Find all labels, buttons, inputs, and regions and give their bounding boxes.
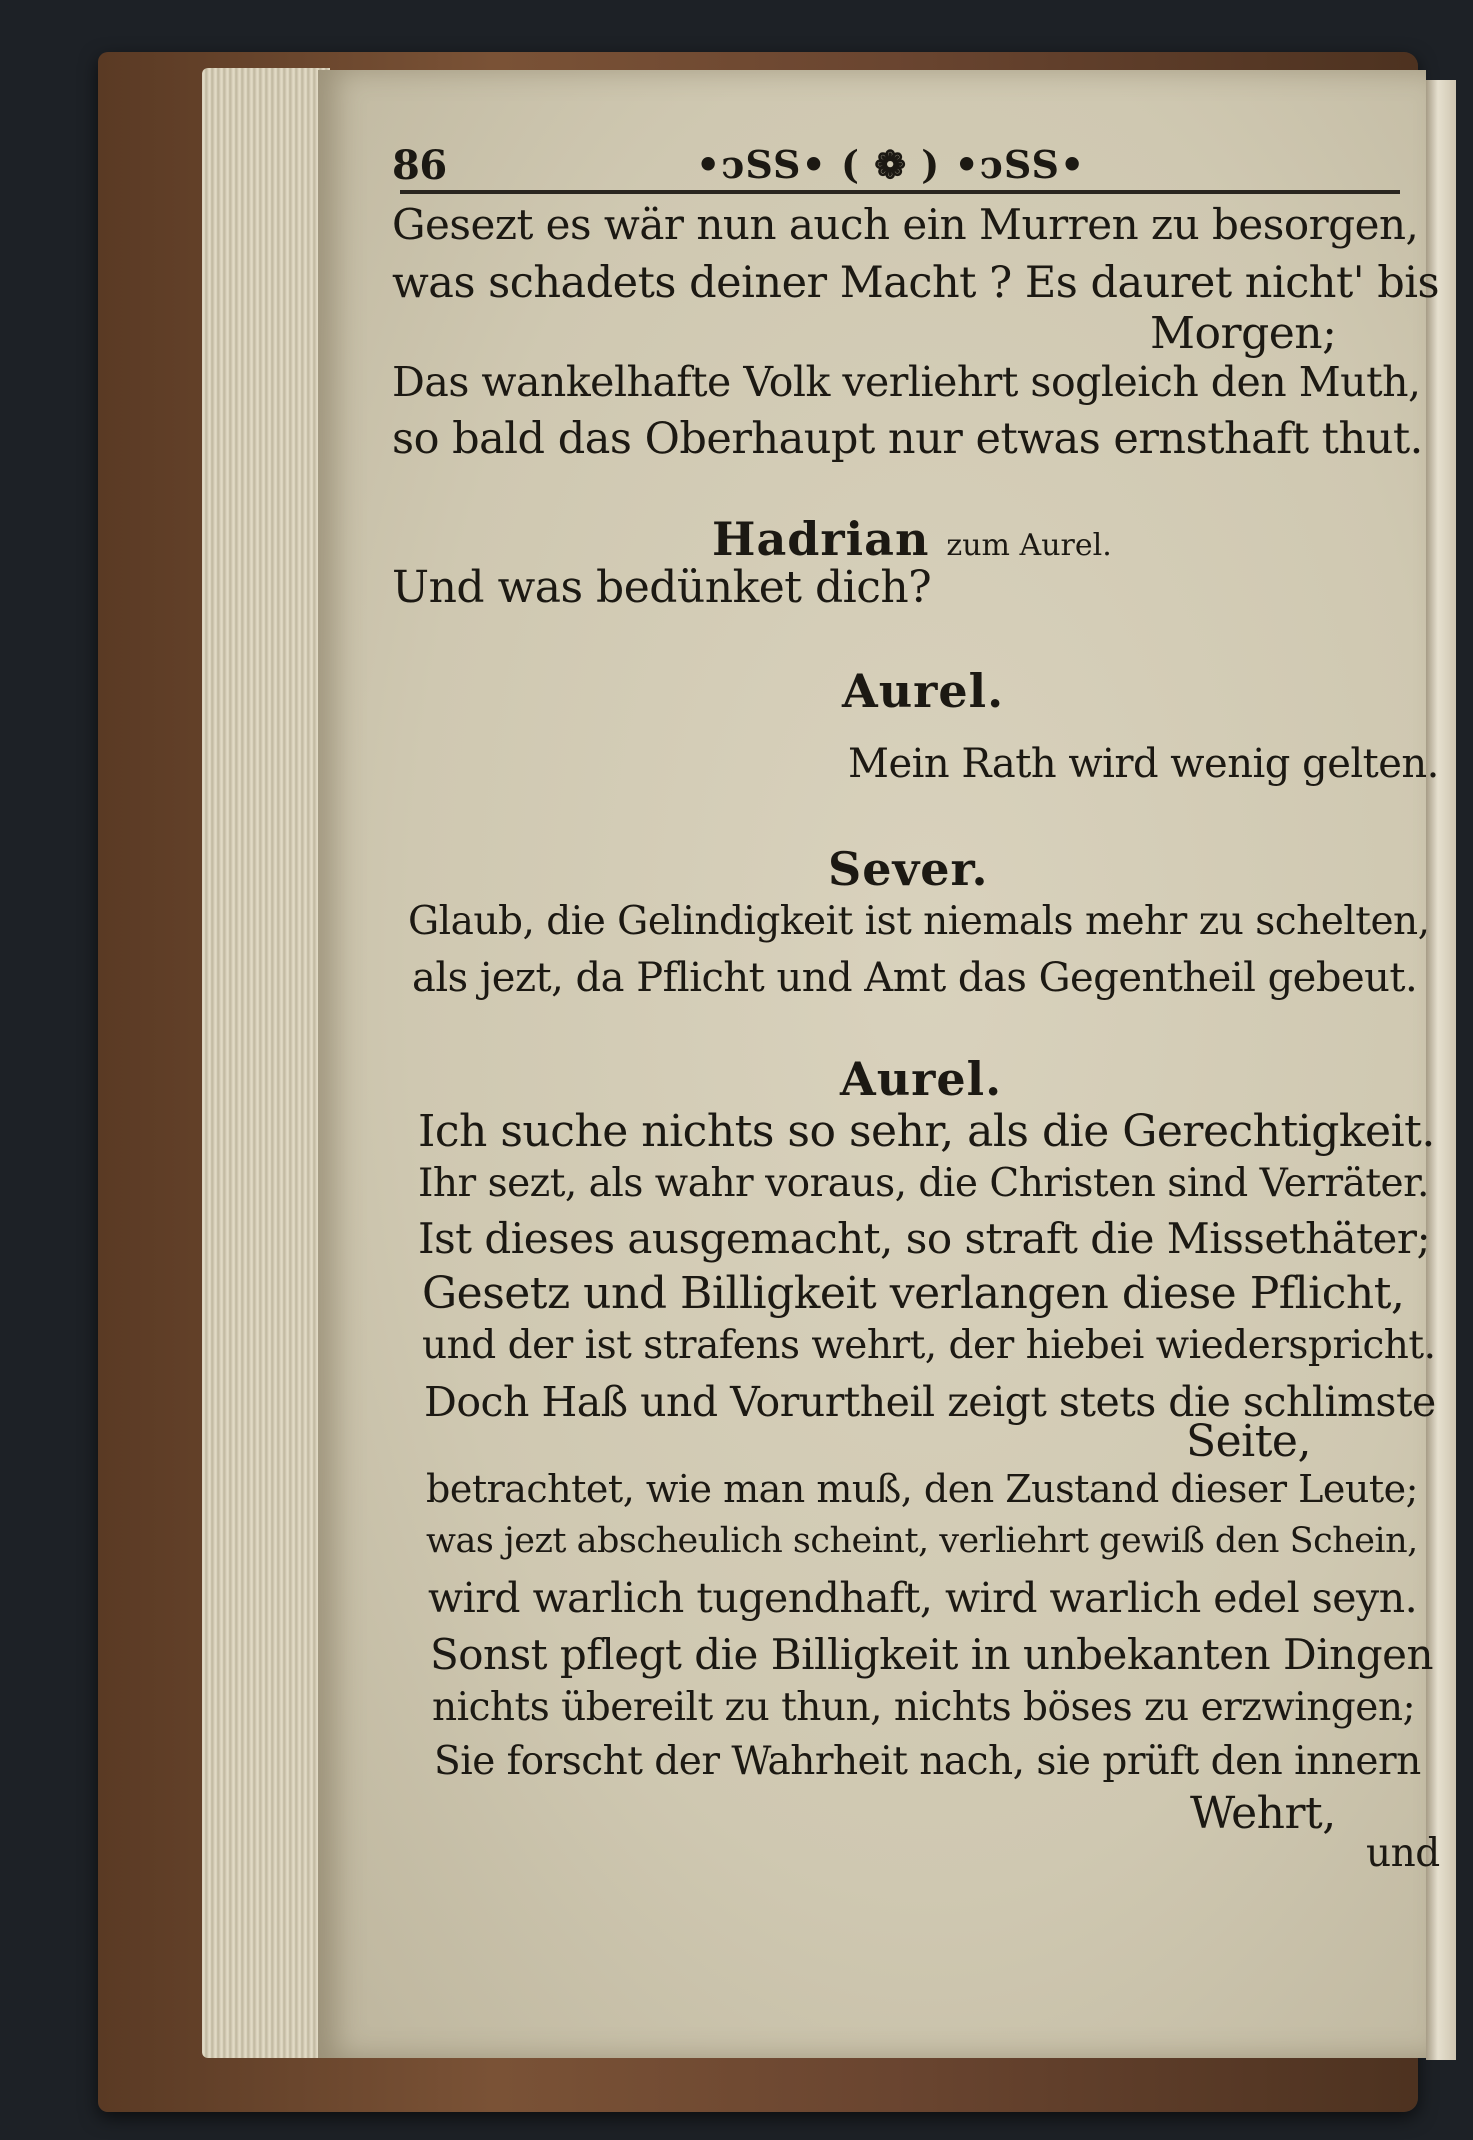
verse-line: Seite, xyxy=(1186,1416,1311,1467)
verse-line: was jezt abscheulich scheint, verliehrt gewiß den Schein, xyxy=(426,1521,1418,1561)
verse-line: Und was bedünket dich? xyxy=(392,562,932,613)
verse-line: nichts übereilt zu thun, nichts böses zu erzwingen; xyxy=(432,1685,1416,1730)
speaker-name: Aurel. xyxy=(842,664,1005,718)
verse-line: Das wankelhafte Volk verliehrt sogleich den Muth, xyxy=(392,358,1421,406)
speaker-name xyxy=(712,512,1112,566)
header-ornament: •ↄSS• ( ❁ ) •ↄSS• xyxy=(696,142,1086,187)
header-rule xyxy=(400,190,1400,194)
catchword: und xyxy=(1366,1831,1440,1876)
verse-line: Gesetz und Billigkeit verlangen diese Pflicht, xyxy=(422,1268,1405,1319)
speaker-name: Aurel. xyxy=(840,1052,1003,1106)
verse-line: Ihr sezt, als wahr voraus, die Christen sind Verräter. xyxy=(418,1161,1429,1206)
verse-line: Wehrt, xyxy=(1190,1788,1336,1839)
verse-line: und der ist strafens wehrt, der hiebei wiederspricht. xyxy=(422,1323,1436,1368)
verse-line: betrachtet, wie man muß, den Zustand dieser Leute; xyxy=(426,1467,1418,1511)
facing-page-edge xyxy=(1426,80,1456,2060)
verse-line: Ist dieses ausgemacht, so straft die Missethäter; xyxy=(418,1214,1431,1263)
verse-line: als jezt, da Pflicht und Amt das Gegentheil gebeut. xyxy=(412,955,1418,1001)
verse-line: Sie forscht der Wahrheit nach, sie prüft den innern xyxy=(434,1739,1421,1784)
verse-line: Sonst pflegt die Billigkeit in unbekanten Dingen xyxy=(430,1630,1433,1679)
speaker-address: zum Aurel. xyxy=(946,528,1112,563)
speaker-name: Sever. xyxy=(828,842,989,896)
verse-line: Morgen; xyxy=(1150,308,1337,359)
verse-line: Glaub, die Gelindigkeit ist niemals mehr zu schelten, xyxy=(408,899,1430,944)
verse-line: Doch Haß und Vorurtheil zeigt stets die schlimste xyxy=(424,1378,1436,1426)
verse-line: Ich suche nichts so sehr, als die Gerechtigkeit. xyxy=(418,1106,1435,1157)
verse-line: was schadets deiner Macht ? Es dauret nicht' bis xyxy=(392,258,1440,308)
verse-line: Gesezt es wär nun auch ein Murren zu besorgen, xyxy=(392,200,1419,249)
verse-line: so bald das Oberhaupt nur etwas ernsthaft thut. xyxy=(392,414,1423,464)
speaker-hadrian: Hadrian xyxy=(712,512,930,566)
verse-line: Mein Rath wird wenig gelten. xyxy=(848,741,1439,787)
page-number: 86 xyxy=(392,142,447,189)
page-edges xyxy=(202,68,330,2058)
verse-line: wird warlich tugendhaft, wird warlich edel seyn. xyxy=(428,1574,1418,1622)
